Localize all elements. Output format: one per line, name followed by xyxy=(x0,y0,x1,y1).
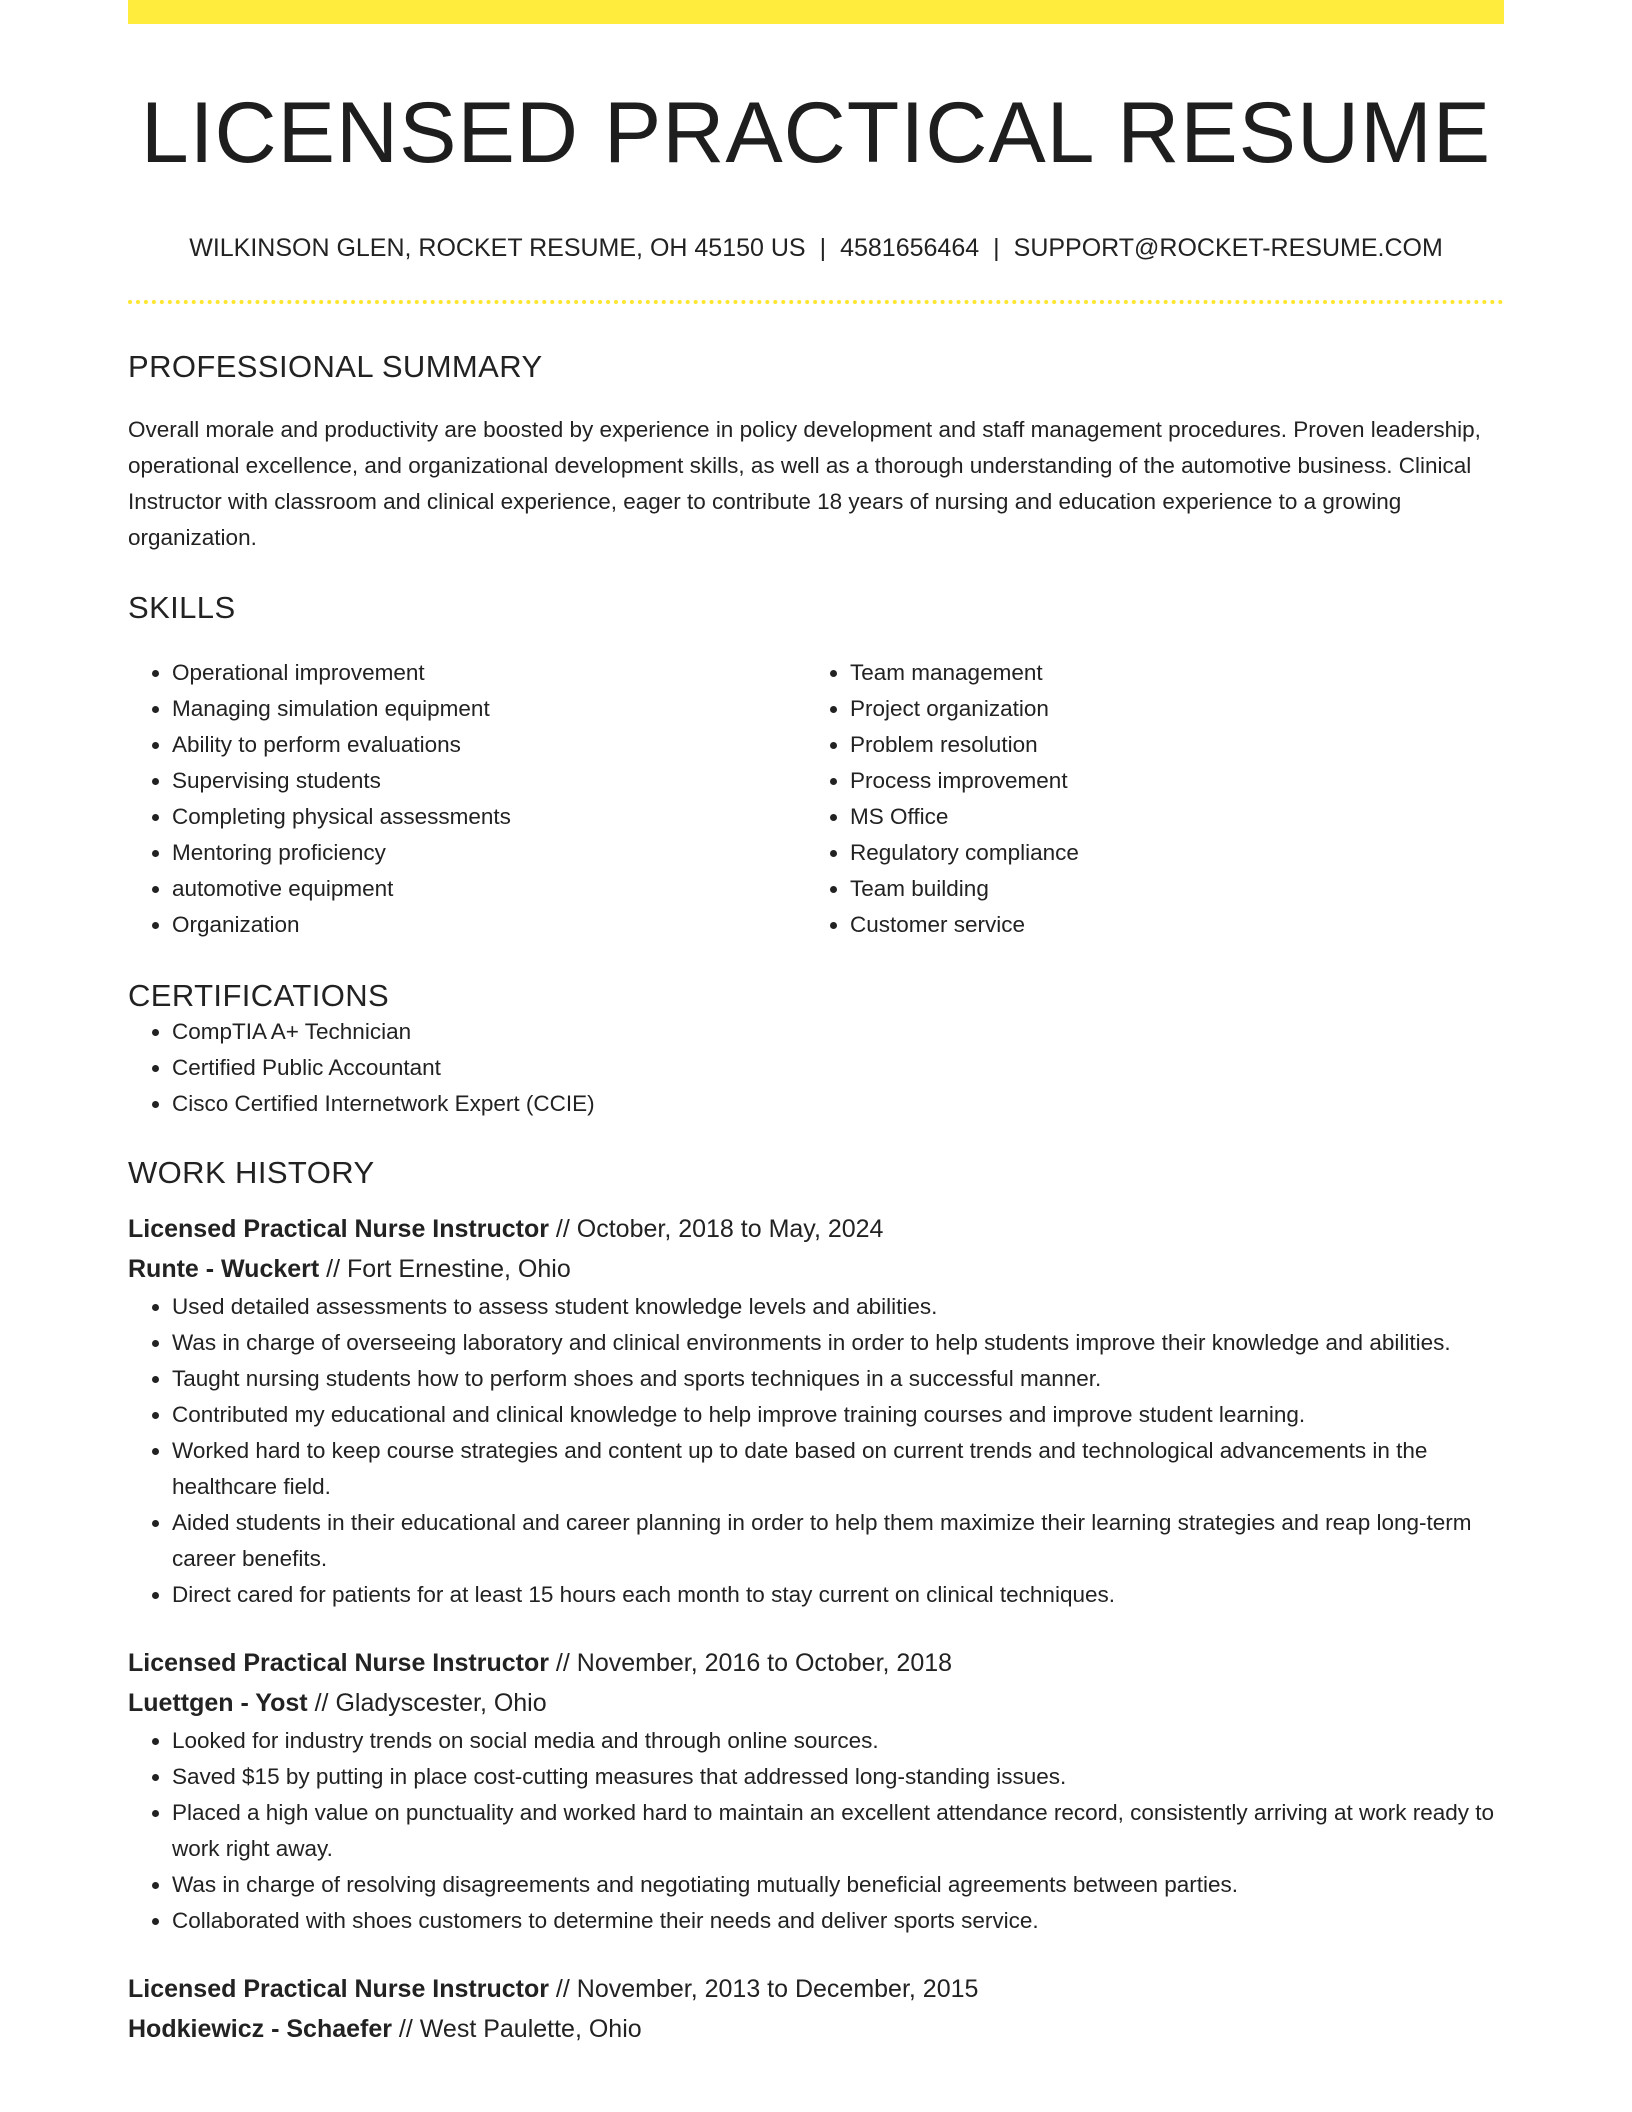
skill-item: • Problem resolution xyxy=(850,727,1484,763)
certifications-heading: CERTIFICATIONS xyxy=(128,977,390,1013)
resume-name: LICENSED PRACTICAL RESUME xyxy=(140,85,1492,181)
contact-phone: 4581656464 xyxy=(840,234,980,263)
job-bullets xyxy=(128,1289,1504,1613)
job-role: Licensed Practical Nurse Instructor xyxy=(128,1648,549,1677)
job-bullet: • Looked for industry trends on social media and through online sources. xyxy=(172,1723,1504,1759)
job-bullet: • Contributed my educational and clinical knowledge to help improve training courses and improve student learning. xyxy=(172,1397,1504,1433)
skill-item: • Team management xyxy=(850,655,1484,691)
accent-top-bar xyxy=(128,0,1504,24)
job-company: Runte - Wuckert xyxy=(128,1254,320,1283)
contact-address: WILKINSON GLEN, ROCKET RESUME, OH 45150 US xyxy=(189,234,806,263)
contact-separator: | xyxy=(819,234,827,263)
contact-email: SUPPORT@ROCKET-RESUME.COM xyxy=(1013,234,1443,263)
dotted-divider xyxy=(128,300,1504,304)
contact-line xyxy=(128,233,1504,263)
skill-item: • Ability to perform evaluations xyxy=(172,727,806,763)
job-separator: // xyxy=(548,1974,577,2003)
skills-heading: SKILLS xyxy=(128,590,236,626)
certifications-list xyxy=(128,1014,1504,1122)
job-separator: // xyxy=(319,1254,348,1283)
job-company-line xyxy=(128,2009,1504,2049)
skill-item: • Organization xyxy=(172,907,806,943)
job-separator: // xyxy=(307,1688,336,1717)
job-role: Licensed Practical Nurse Instructor xyxy=(128,1974,549,2003)
job-title-line xyxy=(128,1969,1504,2009)
skill-item: • Mentoring proficiency xyxy=(172,835,806,871)
skill-item: • Regulatory compliance xyxy=(850,835,1484,871)
job-title-line xyxy=(128,1209,1504,1249)
job-separator: // xyxy=(548,1648,577,1677)
certification-item: • CompTIA A+ Technician xyxy=(172,1014,1504,1050)
skill-item: • Operational improvement xyxy=(172,655,806,691)
job-separator: // xyxy=(548,1214,577,1243)
job-role: Licensed Practical Nurse Instructor xyxy=(128,1214,549,1243)
job-bullet: • Was in charge of resolving disagreements and negotiating mutually beneficial agreements between parties. xyxy=(172,1867,1504,1903)
skill-item: • automotive equipment xyxy=(172,871,806,907)
summary-text: Overall morale and productivity are boosted by experience in policy development and staff management procedures. Proven leadership, operational excellence, and organizational development skills, as well as a thorough understanding of the automotive business. Clinical Instructor with classroom and clinical experience, eager to contribute 18 years of nursing and education experience to a growing organization. xyxy=(128,417,1481,551)
skill-item: • Process improvement xyxy=(850,763,1484,799)
job-location: Fort Ernestine, Ohio xyxy=(347,1254,571,1283)
summary-heading: PROFESSIONAL SUMMARY xyxy=(128,349,543,385)
skill-item: • Customer service xyxy=(850,907,1484,943)
skills-grid xyxy=(128,655,1504,943)
certification-item: • Certified Public Accountant xyxy=(172,1050,1504,1086)
job-bullet: • Collaborated with shoes customers to determine their needs and deliver sports service. xyxy=(172,1903,1504,1939)
job-bullet: • Placed a high value on punctuality and worked hard to maintain an excellent attendance record, consistently arriving at work ready to work right away. xyxy=(172,1795,1504,1867)
job-location: Gladyscester, Ohio xyxy=(335,1688,547,1717)
job-company: Luettgen - Yost xyxy=(128,1688,308,1717)
job-company: Hodkiewicz - Schaefer xyxy=(128,2014,392,2043)
skill-item: • Managing simulation equipment xyxy=(172,691,806,727)
contact-separator: | xyxy=(993,234,1000,263)
skill-item: • Supervising students xyxy=(172,763,806,799)
job-bullets xyxy=(128,1723,1504,1939)
skill-item: • Team building xyxy=(850,871,1484,907)
resume-page xyxy=(128,0,1504,2112)
job-dates: November, 2013 to December, 2015 xyxy=(576,1974,979,2003)
skill-item: • Completing physical assessments xyxy=(172,799,806,835)
job-bullet: • Saved $15 by putting in place cost-cutting measures that addressed long-standing issues. xyxy=(172,1759,1504,1795)
job-company-line xyxy=(128,1683,1504,1723)
job-bullet: • Aided students in their educational and career planning in order to help them maximize their learning strategies and reap long-term career benefits. xyxy=(172,1505,1504,1577)
job-dates: October, 2018 to May, 2024 xyxy=(576,1214,884,1243)
skills-column-right xyxy=(806,655,1484,943)
certification-item: • Cisco Certified Internetwork Expert (CCIE) xyxy=(172,1086,1504,1122)
job-bullet: • Was in charge of overseeing laboratory and clinical environments in order to help students improve their knowledge and abilities. xyxy=(172,1325,1504,1361)
job-company-line xyxy=(128,1249,1504,1289)
skills-column-left xyxy=(128,655,806,943)
job-bullet: • Used detailed assessments to assess student knowledge levels and abilities. xyxy=(172,1289,1504,1325)
skill-item: • MS Office xyxy=(850,799,1484,835)
job-location: West Paulette, Ohio xyxy=(419,2014,642,2043)
job-bullet: • Direct cared for patients for at least 15 hours each month to stay current on clinical techniques. xyxy=(172,1577,1504,1613)
job-title-line xyxy=(128,1643,1504,1683)
skills-list-right xyxy=(806,655,1484,943)
job-dates: November, 2016 to October, 2018 xyxy=(576,1648,953,1677)
skill-item: • Project organization xyxy=(850,691,1484,727)
skills-list-left xyxy=(128,655,806,943)
job-separator: // xyxy=(391,2014,420,2043)
work-history-heading: WORK HISTORY xyxy=(128,1154,375,1190)
job-bullet: • Worked hard to keep course strategies and content up to date based on current trends and technological advancements in the healthcare field. xyxy=(172,1433,1504,1505)
job-bullet: • Taught nursing students how to perform shoes and sports techniques in a successful manner. xyxy=(172,1361,1504,1397)
